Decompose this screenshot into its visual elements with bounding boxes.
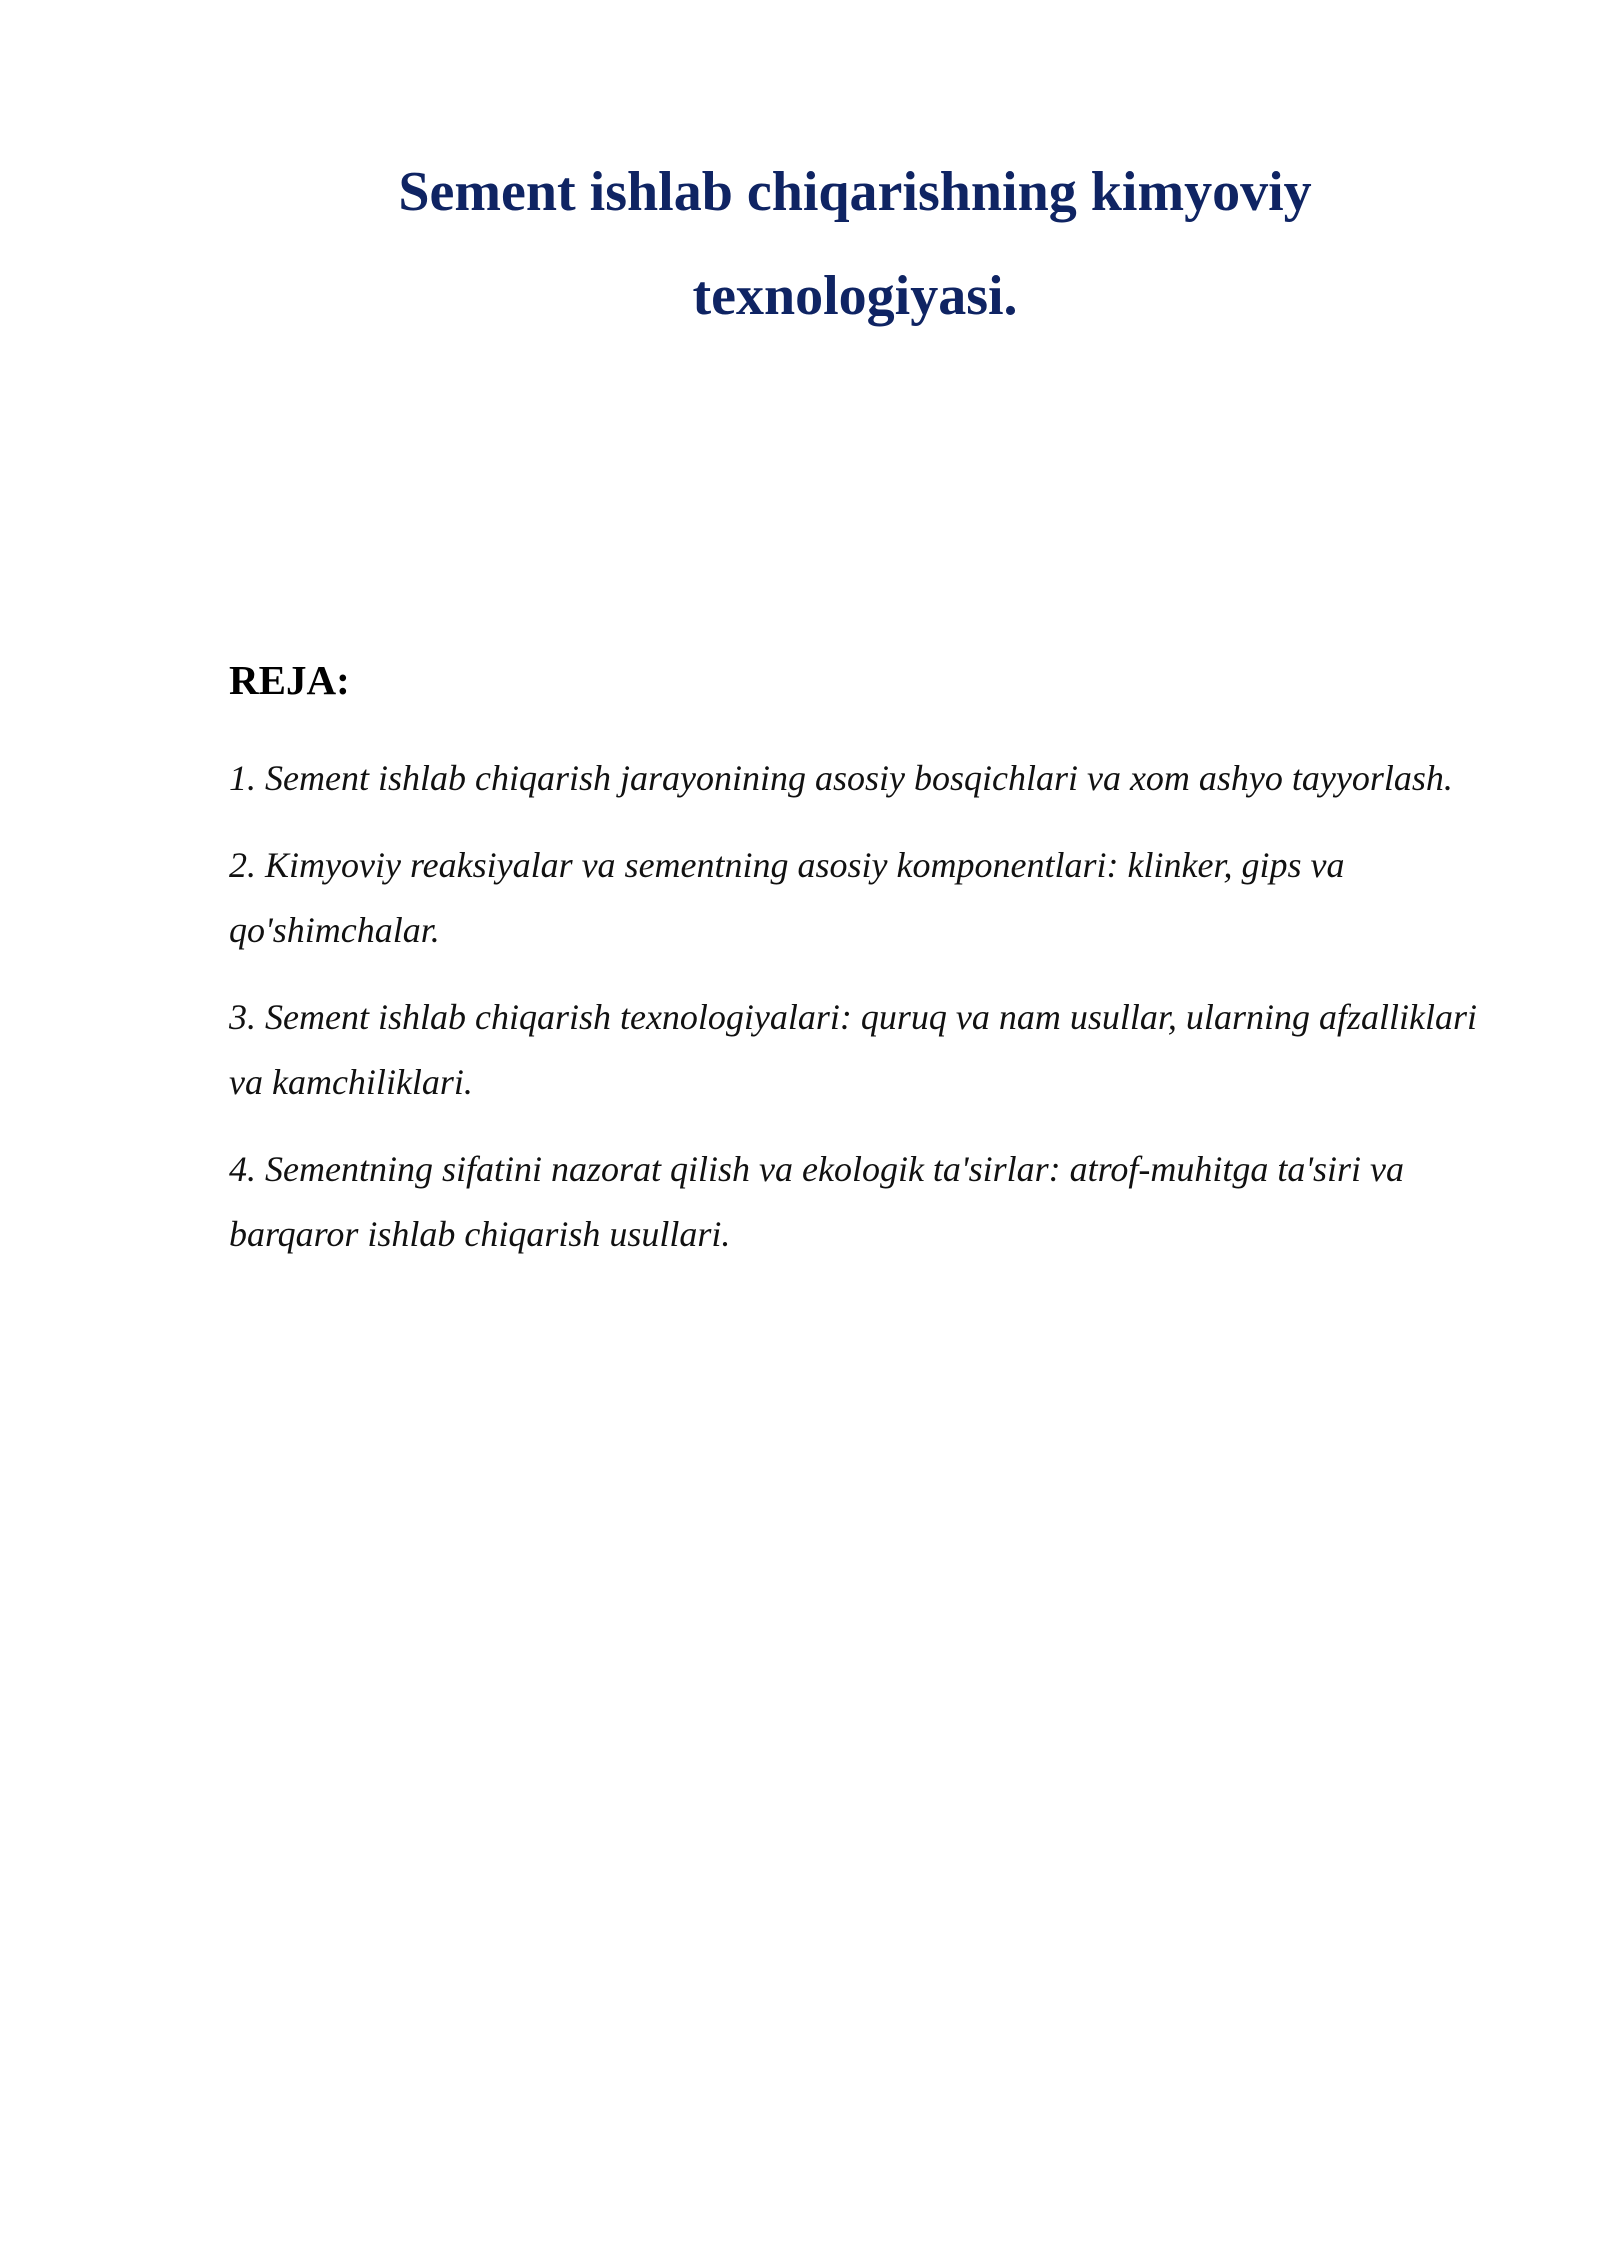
plan-list (229, 746, 1489, 1289)
plan-item-1: 1. Sement ishlab chiqarish jarayonining asosiy bosqichlari va xom ashyo tayyorlash. (229, 758, 1453, 798)
plan-item-4: 4. Sementning sifatini nazorat qilish va ekologik ta'sirlar: atrof-muhitga ta'siri va barqaror ishlab chiqarish usullari. (229, 1149, 1405, 1254)
plan-item-3: 3. Sement ishlab chiqarish texnologiyalari: quruq va nam usullar, ularning afzalliklari va kamchiliklari. (229, 997, 1477, 1102)
plan-item-2: 2. Kimyoviy reaksiyalar va sementning asosiy komponentlari: klinker, gips va qo'shimchalar. (229, 845, 1345, 950)
plan-heading: REJA: (229, 657, 350, 703)
document-title: Sement ishlab chiqarishning kimyoviy texnologiyasi. (398, 161, 1312, 327)
